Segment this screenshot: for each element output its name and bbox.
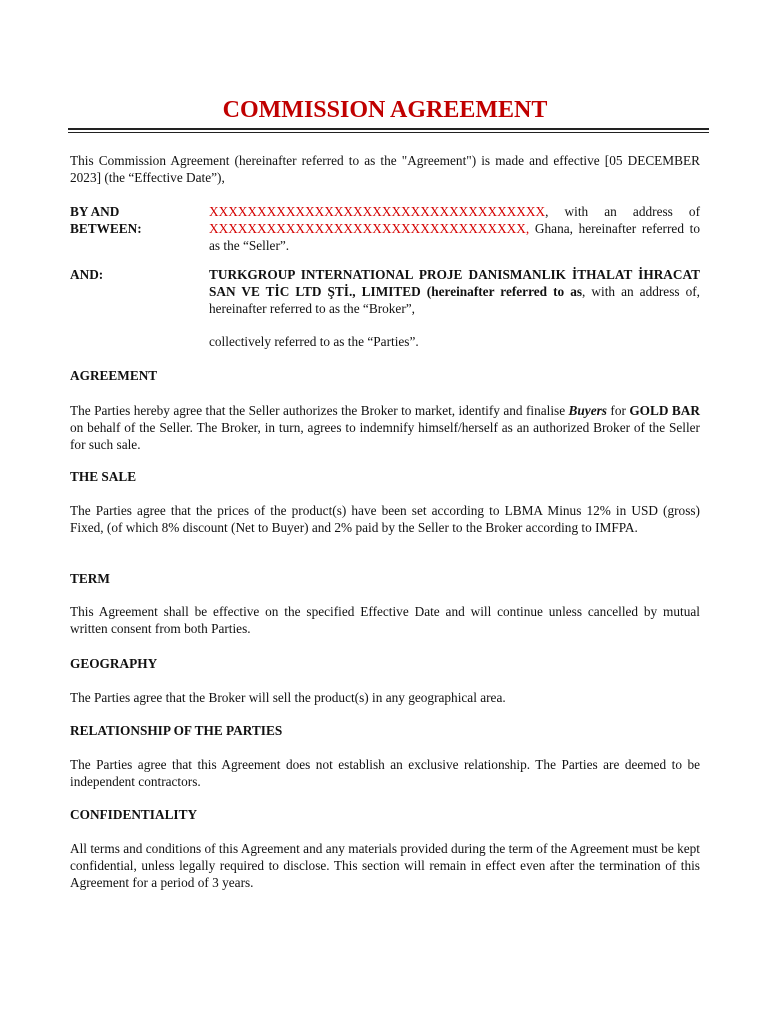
title-rule-thin: [68, 132, 709, 133]
seller-label: [70, 203, 190, 237]
section-text-geography: The Parties agree that the Broker will sell the product(s) in any geographical area.: [70, 690, 506, 705]
seller-label-line1: BY AND: [70, 204, 120, 219]
seller-text-1: , with an address of: [545, 204, 700, 219]
section-text-sale: The Parties agree that the prices of the product(s) have been set according to LBMA Minus 12% in USD (gross) Fixed, (of which 8% discount (Net to Buyer) and 2% paid by the Seller to the Broker according to IMFPA.: [70, 503, 700, 535]
broker-name: TURKGROUP INTERNATIONAL PROJE DANISMANLIK İTHALAT İHRACAT SAN VE TİC LTD ŞTİ., LIMITED (hereinafter referred to as: [209, 267, 700, 299]
section-heading-confidentiality: CONFIDENTIALITY: [70, 807, 198, 822]
seller-address-redacted: XXXXXXXXXXXXXXXXXXXXXXXXXXXXXXXXX,: [209, 221, 530, 236]
seller-paragraph: [209, 203, 700, 254]
section-text-agreement: [70, 402, 700, 453]
seller-text-2: Ghana, hereinafter referred to as the “Seller”.: [209, 221, 700, 253]
agreement-text-3: on behalf of the Seller. The Broker, in turn, agrees to indemnify himself/herself as an authorized Broker of the Seller for such sale.: [70, 420, 700, 452]
intro-paragraph: This Commission Agreement (hereinafter referred to as the "Agreement") is made and effective [05 DECEMBER 2023] (the “Effective Date”),: [70, 153, 700, 185]
section-text-term: This Agreement shall be effective on the specified Effective Date and will continue unless cancelled by mutual written consent from both Parties.: [70, 604, 700, 636]
agreement-buyers: Buyers: [568, 403, 607, 418]
section-text-confidentiality: All terms and conditions of this Agreement and any materials provided during the term of the Agreement must be kept confidential, unless legally required to disclose. This section will remain in effect even after the termination of this Agreement for a period of 3 years.: [70, 841, 700, 890]
agreement-gold-bar: GOLD BAR: [629, 403, 701, 418]
broker-paragraph: [209, 266, 700, 317]
seller-name-redacted: XXXXXXXXXXXXXXXXXXXXXXXXXXXXXXXXXXX: [209, 204, 546, 219]
section-heading-agreement: AGREEMENT: [70, 368, 158, 383]
section-heading-sale: THE SALE: [70, 469, 137, 484]
broker-label: AND:: [70, 267, 104, 282]
section-text-relationship: The Parties agree that this Agreement does not establish an exclusive relationship. The Parties are deemed to be independent contractors.: [70, 757, 700, 789]
section-heading-relationship: RELATIONSHIP OF THE PARTIES: [70, 723, 283, 738]
document-title: COMMISSION AGREEMENT: [222, 97, 548, 123]
section-heading-term: TERM: [70, 571, 110, 586]
title-rule-thick: [68, 128, 709, 130]
broker-text: , with an address of, hereinafter referred to as the “Broker”,: [209, 284, 700, 316]
agreement-text-1: The Parties hereby agree that the Seller authorizes the Broker to market, identify and finalise: [70, 403, 569, 418]
section-heading-geography: GEOGRAPHY: [70, 656, 158, 671]
parties-collective: collectively referred to as the “Parties”.: [209, 334, 419, 349]
agreement-text-2: for: [606, 403, 630, 418]
seller-label-line2: BETWEEN:: [70, 221, 142, 236]
